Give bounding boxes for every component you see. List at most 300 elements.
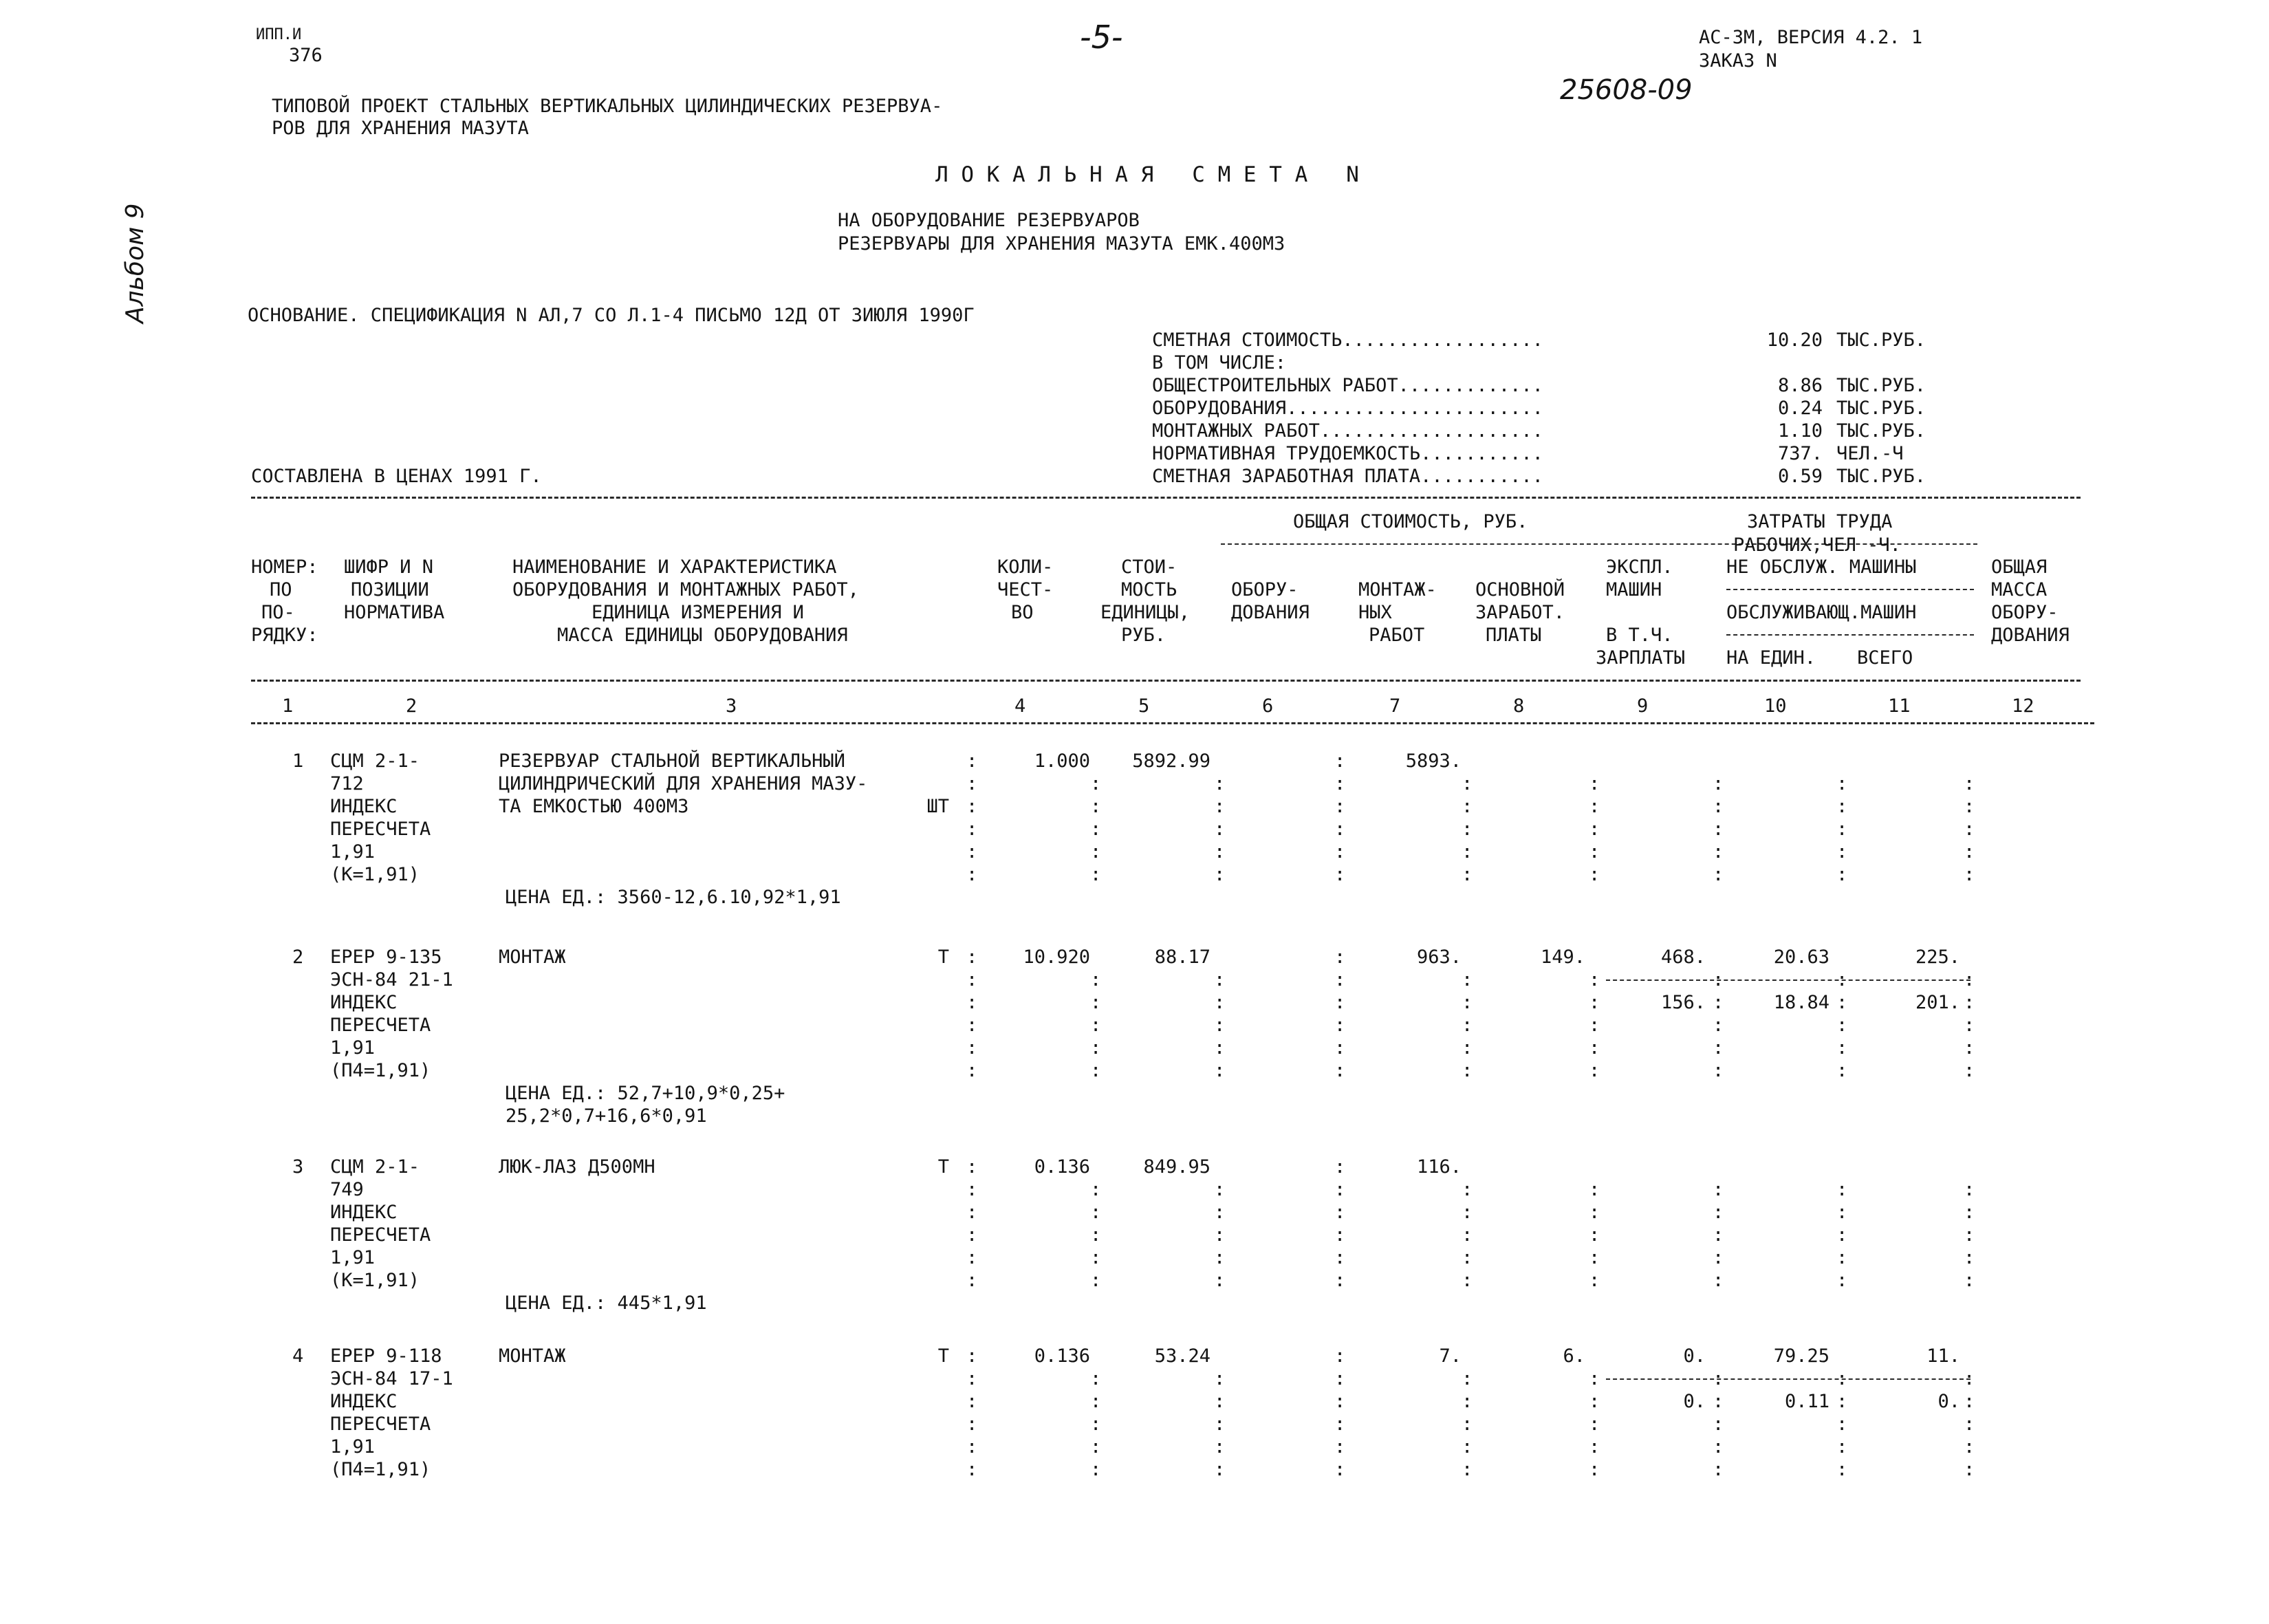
header-col-1: РЯДКУ:	[251, 625, 318, 646]
row-mounting-cost: 963.	[1416, 946, 1462, 968]
column-separator: :	[1836, 1270, 1848, 1291]
column-separator: :	[1713, 841, 1724, 863]
header-subrule	[1726, 634, 1974, 636]
project-title-line1: ТИПОВОЙ ПРОЕКТ СТАЛЬНЫХ ВЕРТИКАЛЬНЫХ ЦИЛИНДИЧЕСКИХ РЕЗЕРВУА-	[272, 96, 943, 117]
column-separator: :	[1589, 1368, 1600, 1389]
column-separator: :	[1964, 864, 1975, 885]
estimate-subtitle-1: НА ОБОРУДОВАНИЕ РЕЗЕРВУАРОВ	[838, 210, 1140, 231]
row-code: 1,91	[330, 1436, 376, 1458]
column-separator: :	[1214, 969, 1226, 990]
column-separator: :	[1836, 1414, 1848, 1435]
column-separator: :	[1589, 819, 1600, 840]
column-separator: :	[1334, 1391, 1346, 1412]
row-machine-wage: 156.	[1660, 992, 1706, 1013]
row-code: ЭСН-84 21-1	[330, 969, 453, 990]
column-separator: :	[1713, 1436, 1724, 1458]
row-base-wage: 149.	[1540, 946, 1585, 968]
column-separator: :	[1713, 1459, 1724, 1480]
column-separator: :	[1462, 1037, 1473, 1059]
column-separator: :	[1713, 796, 1724, 817]
column-separator: :	[1214, 1060, 1226, 1081]
column-separator: :	[1964, 1459, 1975, 1480]
column-separator: :	[1214, 1179, 1226, 1200]
header-group-total-cost: ОБЩАЯ СТОИМОСТЬ, РУБ.	[1293, 511, 1528, 532]
column-separator: :	[1462, 1459, 1473, 1480]
row-code: ЕРЕР 9-135	[330, 946, 442, 968]
column-separator: :	[1713, 819, 1724, 840]
row-number: 4	[292, 1345, 304, 1367]
column-separator: :	[1713, 1368, 1724, 1389]
column-number: 11	[1888, 695, 1911, 717]
column-separator: :	[1462, 1391, 1473, 1412]
column-separator: :	[1462, 1414, 1473, 1435]
column-separator: :	[1836, 864, 1848, 885]
column-separator: :	[1836, 992, 1848, 1013]
column-separator: :	[1964, 773, 1975, 794]
column-separator: :	[1589, 1459, 1600, 1480]
column-separator: :	[1589, 1202, 1600, 1223]
header-col-5: ЕДИНИЦЫ,	[1100, 602, 1191, 623]
column-separator: :	[1836, 1247, 1848, 1268]
column-separator: :	[1589, 1037, 1600, 1059]
row-name: МОНТАЖ	[499, 1345, 566, 1367]
column-separator: :	[1334, 1015, 1346, 1036]
column-separator: :	[1334, 750, 1346, 772]
row-number: 3	[292, 1156, 304, 1178]
column-separator: :	[1334, 819, 1346, 840]
column-separator: :	[1214, 1436, 1226, 1458]
column-separator: :	[1964, 992, 1975, 1013]
row-price-note: ЦЕНА ЕД.: 3560-12,6.10,92*1,91	[506, 887, 841, 908]
row-labor-per-unit: 20.63	[1773, 946, 1830, 968]
header-col-12: МАССА	[1991, 579, 2048, 600]
header-col-10: НА ЕДИН.	[1726, 647, 1816, 669]
column-separator: :	[1836, 1391, 1848, 1412]
row-code: (К=1,91)	[330, 1270, 420, 1291]
column-number: 8	[1513, 695, 1525, 717]
column-separator: :	[966, 946, 978, 968]
column-separator: :	[1214, 1414, 1226, 1435]
row-quantity: 0.136	[1034, 1345, 1090, 1367]
summary-value: 1.10	[1777, 420, 1823, 442]
numbers-bottom-rule	[251, 722, 2094, 724]
row-name: ЦИЛИНДРИЧЕСКИЙ ДЛЯ ХРАНЕНИЯ МАЗУ-	[499, 773, 868, 794]
column-separator: :	[1589, 969, 1600, 990]
row-name: МОНТАЖ	[499, 946, 566, 968]
column-separator: :	[1589, 841, 1600, 863]
column-separator: :	[1589, 1391, 1600, 1412]
column-separator: :	[1214, 864, 1226, 885]
column-separator: :	[1334, 969, 1346, 990]
column-separator: :	[966, 1037, 978, 1059]
column-separator: :	[1836, 1015, 1848, 1036]
column-separator: :	[1964, 969, 1975, 990]
row-quantity: 1.000	[1034, 750, 1090, 772]
column-separator: :	[1090, 1060, 1102, 1081]
estimate-subtitle-2: РЕЗЕРВУАРЫ ДЛЯ ХРАНЕНИЯ МАЗУТА ЕМК.400М3	[838, 233, 1285, 255]
column-separator: :	[966, 1156, 978, 1178]
summary-label: В ТОМ ЧИСЛЕ:	[1152, 352, 1287, 373]
column-separator: :	[1090, 1202, 1102, 1223]
program-version: АС-ЗМ, ВЕРСИЯ 4.2. 1	[1699, 27, 1923, 48]
column-separator: :	[1462, 1270, 1473, 1291]
column-separator: :	[1713, 864, 1724, 885]
row-subrule	[1606, 979, 1971, 981]
column-separator: :	[966, 1459, 978, 1480]
row-code: ИНДЕКС	[330, 796, 398, 817]
row-code: ПЕРЕСЧЕТА	[330, 1015, 431, 1036]
row-code: ПЕРЕСЧЕТА	[330, 1414, 431, 1435]
column-separator: :	[1836, 1202, 1848, 1223]
column-number: 9	[1637, 695, 1649, 717]
column-separator: :	[1713, 773, 1724, 794]
header-bottom-rule	[251, 680, 2081, 682]
summary-unit: ТЫС.РУБ.	[1836, 329, 1926, 351]
column-separator: :	[1090, 1459, 1102, 1480]
column-separator: :	[966, 819, 978, 840]
column-separator: :	[1334, 841, 1346, 863]
column-number: 10	[1764, 695, 1787, 717]
column-separator: :	[1214, 819, 1226, 840]
row-unit: Т	[937, 946, 949, 968]
row-unit: Т	[937, 1345, 949, 1367]
row-unit: ШТ	[926, 796, 949, 817]
column-separator: :	[1334, 992, 1346, 1013]
row-code: (К=1,91)	[330, 864, 420, 885]
row-code: ИНДЕКС	[330, 1202, 398, 1223]
row-labor-per-unit: 79.25	[1773, 1345, 1830, 1367]
column-separator: :	[1964, 1015, 1975, 1036]
column-separator: :	[1334, 1459, 1346, 1480]
column-separator: :	[1964, 1247, 1975, 1268]
column-separator: :	[1334, 1202, 1346, 1223]
row-labor-per-unit-2: 0.11	[1784, 1391, 1830, 1412]
summary-value: 737.	[1777, 443, 1823, 464]
column-separator: :	[1462, 819, 1473, 840]
column-separator: :	[1836, 1459, 1848, 1480]
page-number: -5-	[1080, 19, 1123, 56]
column-separator: :	[1214, 1247, 1226, 1268]
order-label: ЗАКАЗ N	[1699, 50, 1777, 72]
table-top-rule	[251, 497, 2081, 499]
column-separator: :	[966, 1345, 978, 1367]
row-name: ЛЮК-ЛАЗ Д500МН	[499, 1156, 655, 1178]
column-number: 3	[726, 695, 737, 717]
column-separator: :	[1836, 773, 1848, 794]
header-col-2: ШИФР И N	[344, 556, 434, 578]
row-code: ЕРЕР 9-118	[330, 1345, 442, 1367]
column-separator: :	[1334, 1368, 1346, 1389]
row-mounting-cost: 7.	[1439, 1345, 1462, 1367]
column-separator: :	[1334, 1156, 1346, 1178]
row-mounting-cost: 116.	[1416, 1156, 1462, 1178]
header-group-labor: ЗАТРАТЫ ТРУДА	[1747, 511, 1893, 532]
column-separator: :	[1713, 1414, 1724, 1435]
column-separator: :	[966, 796, 978, 817]
column-separator: :	[966, 1414, 978, 1435]
column-separator: :	[1462, 1179, 1473, 1200]
row-labor-total-2: 0.	[1937, 1391, 1960, 1412]
row-name: ТА ЕМКОСТЬЮ 400М3	[499, 796, 689, 817]
summary-unit: ТЫС.РУБ.	[1836, 375, 1926, 396]
row-unit-price: 5892.99	[1132, 750, 1211, 772]
column-separator: :	[1713, 1224, 1724, 1246]
column-separator: :	[1090, 1224, 1102, 1246]
column-separator: :	[966, 1270, 978, 1291]
column-separator: :	[1090, 773, 1102, 794]
summary-value: 0.59	[1777, 466, 1823, 487]
header-col-9: ЗАРПЛАТЫ	[1596, 647, 1686, 669]
header-col-5: РУБ.	[1121, 625, 1166, 646]
estimate-title: Л О К А Л Ь Н А Я С М Е Т А N	[935, 162, 1359, 187]
column-separator: :	[1964, 1368, 1975, 1389]
column-separator: :	[1964, 1414, 1975, 1435]
column-separator: :	[966, 1060, 978, 1081]
column-separator: :	[1334, 1436, 1346, 1458]
column-separator: :	[1214, 841, 1226, 863]
column-separator: :	[1462, 1368, 1473, 1389]
column-separator: :	[1090, 1247, 1102, 1268]
column-separator: :	[966, 1391, 978, 1412]
column-separator: :	[1836, 1224, 1848, 1246]
column-separator: :	[1334, 1224, 1346, 1246]
summary-value: 10.20	[1766, 329, 1823, 351]
column-separator: :	[966, 1368, 978, 1389]
column-separator: :	[966, 1015, 978, 1036]
column-separator: :	[1090, 1015, 1102, 1036]
row-code: СЦМ 2-1-	[330, 1156, 420, 1178]
header-col-9: В Т.Ч.	[1606, 625, 1673, 646]
row-code: 1,91	[330, 1247, 376, 1268]
column-separator: :	[1964, 1224, 1975, 1246]
column-separator: :	[966, 992, 978, 1013]
column-separator: :	[1836, 1368, 1848, 1389]
row-machine-wage: 0.	[1683, 1391, 1706, 1412]
row-labor-per-unit-2: 18.84	[1773, 992, 1830, 1013]
column-separator: :	[1334, 1345, 1346, 1367]
column-separator: :	[1836, 1037, 1848, 1059]
row-labor-total: 225.	[1915, 946, 1960, 968]
row-code: ИНДЕКС	[330, 992, 398, 1013]
header-col-4: ВО	[1011, 602, 1034, 623]
row-subrule	[1606, 1378, 1971, 1380]
row-labor-total-2: 201.	[1915, 992, 1960, 1013]
column-number: 1	[282, 695, 294, 717]
header-col-12: ОБОРУ-	[1991, 602, 2059, 623]
summary-unit: ТЫС.РУБ.	[1836, 466, 1926, 487]
column-separator: :	[1589, 1270, 1600, 1291]
doc-number: 376	[289, 45, 323, 66]
column-separator: :	[1462, 841, 1473, 863]
row-code: ЭСН-84 17-1	[330, 1368, 453, 1389]
row-number: 2	[292, 946, 304, 968]
order-number: 25608-09	[1560, 74, 1693, 106]
header-col-3: НАИМЕНОВАНИЕ И ХАРАКТЕРИСТИКА	[512, 556, 837, 578]
row-code: 712	[330, 773, 364, 794]
column-separator: :	[1836, 969, 1848, 990]
column-separator: :	[1589, 1247, 1600, 1268]
column-separator: :	[966, 1224, 978, 1246]
header-col-4: КОЛИ-	[997, 556, 1054, 578]
column-separator: :	[966, 969, 978, 990]
album-label: Альбом 9	[121, 203, 149, 323]
column-separator: :	[966, 1247, 978, 1268]
column-separator: :	[1964, 796, 1975, 817]
column-separator: :	[966, 1436, 978, 1458]
summary-label: СМЕТНАЯ ЗАРАБОТНАЯ ПЛАТА...........	[1152, 466, 1543, 487]
column-separator: :	[1334, 773, 1346, 794]
column-separator: :	[1090, 969, 1102, 990]
column-separator: :	[966, 1202, 978, 1223]
row-labor-total: 11.	[1926, 1345, 1960, 1367]
row-code: ПЕРЕСЧЕТА	[330, 1224, 431, 1246]
column-separator: :	[1090, 1037, 1102, 1059]
summary-label: НОРМАТИВНАЯ ТРУДОЕМКОСТЬ...........	[1152, 443, 1543, 464]
column-separator: :	[1589, 1015, 1600, 1036]
column-separator: :	[1462, 1247, 1473, 1268]
row-price-note: ЦЕНА ЕД.: 445*1,91	[506, 1292, 707, 1314]
row-code: 749	[330, 1179, 364, 1200]
column-separator: :	[1589, 796, 1600, 817]
column-separator: :	[1090, 1391, 1102, 1412]
header-col-5: СТОИ-	[1121, 556, 1177, 578]
column-separator: :	[1713, 1060, 1724, 1081]
column-separator: :	[1090, 1414, 1102, 1435]
column-separator: :	[1090, 819, 1102, 840]
summary-value: 8.86	[1777, 375, 1823, 396]
compiled-line: СОСТАВЛЕНА В ЦЕНАХ 1991 Г.	[251, 466, 542, 487]
column-separator: :	[1589, 1414, 1600, 1435]
column-separator: :	[1090, 992, 1102, 1013]
summary-unit: ТЫС.РУБ.	[1836, 420, 1926, 442]
column-separator: :	[1214, 796, 1226, 817]
header-col-12: ОБЩАЯ	[1991, 556, 2048, 578]
column-separator: :	[1334, 864, 1346, 885]
summary-label: СМЕТНАЯ СТОИМОСТЬ..................	[1152, 329, 1543, 351]
header-group-labor-2: РАБОЧИХ,ЧЕЛ -Ч.	[1733, 534, 1901, 556]
row-base-wage: 6.	[1563, 1345, 1585, 1367]
column-separator: :	[966, 750, 978, 772]
column-separator: :	[1713, 969, 1724, 990]
column-separator: :	[1964, 841, 1975, 863]
column-separator: :	[1462, 992, 1473, 1013]
row-unit: Т	[937, 1156, 949, 1178]
column-separator: :	[1090, 1179, 1102, 1200]
header-col-12: ДОВАНИЯ	[1991, 625, 2070, 646]
column-separator: :	[1214, 773, 1226, 794]
row-quantity: 10.920	[1023, 946, 1090, 968]
column-separator: :	[1836, 796, 1848, 817]
column-separator: :	[1713, 1391, 1724, 1412]
column-separator: :	[1090, 796, 1102, 817]
column-separator: :	[1713, 1270, 1724, 1291]
column-number: 5	[1138, 695, 1150, 717]
column-separator: :	[1462, 1224, 1473, 1246]
row-unit-price: 849.95	[1143, 1156, 1211, 1178]
column-separator: :	[1964, 819, 1975, 840]
column-separator: :	[1713, 1202, 1724, 1223]
header-col-3: МАССА ЕДИНИЦЫ ОБОРУДОВАНИЯ	[557, 625, 848, 646]
summary-unit: ЧЕЛ.-Ч	[1836, 443, 1904, 464]
column-separator: :	[1090, 864, 1102, 885]
row-number: 1	[292, 750, 304, 772]
column-separator: :	[1462, 1202, 1473, 1223]
row-unit-price: 88.17	[1154, 946, 1211, 968]
column-separator: :	[1334, 1247, 1346, 1268]
column-number: 7	[1389, 695, 1401, 717]
header-col-6: ОБОРУ-	[1231, 579, 1299, 600]
column-separator: :	[1462, 796, 1473, 817]
summary-value: 0.24	[1777, 398, 1823, 419]
column-separator: :	[1964, 1060, 1975, 1081]
row-code: ПЕРЕСЧЕТА	[330, 819, 431, 840]
header-col-7: МОНТАЖ-	[1358, 579, 1437, 600]
row-price-note: 25,2*0,7+16,6*0,91	[506, 1105, 707, 1127]
column-separator: :	[966, 841, 978, 863]
header-col-8: ЗАРАБОТ.	[1475, 602, 1565, 623]
column-separator: :	[1964, 1179, 1975, 1200]
row-code: (П4=1,91)	[330, 1060, 431, 1081]
column-separator: :	[1964, 1391, 1975, 1412]
column-separator: :	[1964, 1202, 1975, 1223]
column-separator: :	[1214, 1391, 1226, 1412]
column-separator: :	[1462, 773, 1473, 794]
column-number: 6	[1262, 695, 1274, 717]
column-separator: :	[1214, 1202, 1226, 1223]
column-separator: :	[1334, 946, 1346, 968]
row-code: (П4=1,91)	[330, 1459, 431, 1480]
header-col-4: ЧЕСТ-	[997, 579, 1054, 600]
column-separator: :	[1964, 1037, 1975, 1059]
column-separator: :	[1462, 969, 1473, 990]
column-separator: :	[1713, 992, 1724, 1013]
column-separator: :	[1214, 1270, 1226, 1291]
header-col-1: НОМЕР:	[251, 556, 318, 578]
row-unit-price: 53.24	[1154, 1345, 1211, 1367]
header-col-10: ОБСЛУЖИВАЮЩ.МАШИН	[1726, 602, 1917, 623]
column-separator: :	[1462, 1436, 1473, 1458]
summary-label: ОБЩЕСТРОИТЕЛЬНЫХ РАБОТ.............	[1152, 375, 1543, 396]
column-separator: :	[1589, 992, 1600, 1013]
header-col-8: ОСНОВНОЙ	[1475, 579, 1565, 600]
column-separator: :	[1964, 1436, 1975, 1458]
basis-line: ОСНОВАНИЕ. СПЕЦИФИКАЦИЯ N АЛ,7 СО Л.1-4 ПИСЬМО 12Д ОТ 3ИЮЛЯ 1990Г	[248, 305, 975, 326]
column-separator: :	[1589, 864, 1600, 885]
header-col-2: НОРМАТИВА	[344, 602, 445, 623]
column-separator: :	[1713, 1037, 1724, 1059]
row-mounting-cost: 5893.	[1405, 750, 1462, 772]
column-separator: :	[1334, 1179, 1346, 1200]
column-separator: :	[1214, 1015, 1226, 1036]
row-price-note: ЦЕНА ЕД.: 52,7+10,9*0,25+	[506, 1083, 785, 1104]
header-col-9: МАШИН	[1606, 579, 1662, 600]
row-machine-cost: 468.	[1660, 946, 1706, 968]
column-separator: :	[1836, 819, 1848, 840]
row-name: РЕЗЕРВУАР СТАЛЬНОЙ ВЕРТИКАЛЬНЫЙ	[499, 750, 845, 772]
summary-unit: ТЫС.РУБ.	[1836, 398, 1926, 419]
header-col-10: НЕ ОБСЛУЖ. МАШИНЫ	[1726, 556, 1917, 578]
header-col-8: ПЛАТЫ	[1486, 625, 1542, 646]
column-separator: :	[1713, 1179, 1724, 1200]
header-col-6: ДОВАНИЯ	[1231, 602, 1310, 623]
column-separator: :	[1214, 1224, 1226, 1246]
column-separator: :	[966, 1179, 978, 1200]
column-separator: :	[1214, 1459, 1226, 1480]
column-separator: :	[1214, 992, 1226, 1013]
column-separator: :	[1214, 1037, 1226, 1059]
doc-code: ИПП.И	[256, 26, 302, 43]
column-separator: :	[966, 864, 978, 885]
